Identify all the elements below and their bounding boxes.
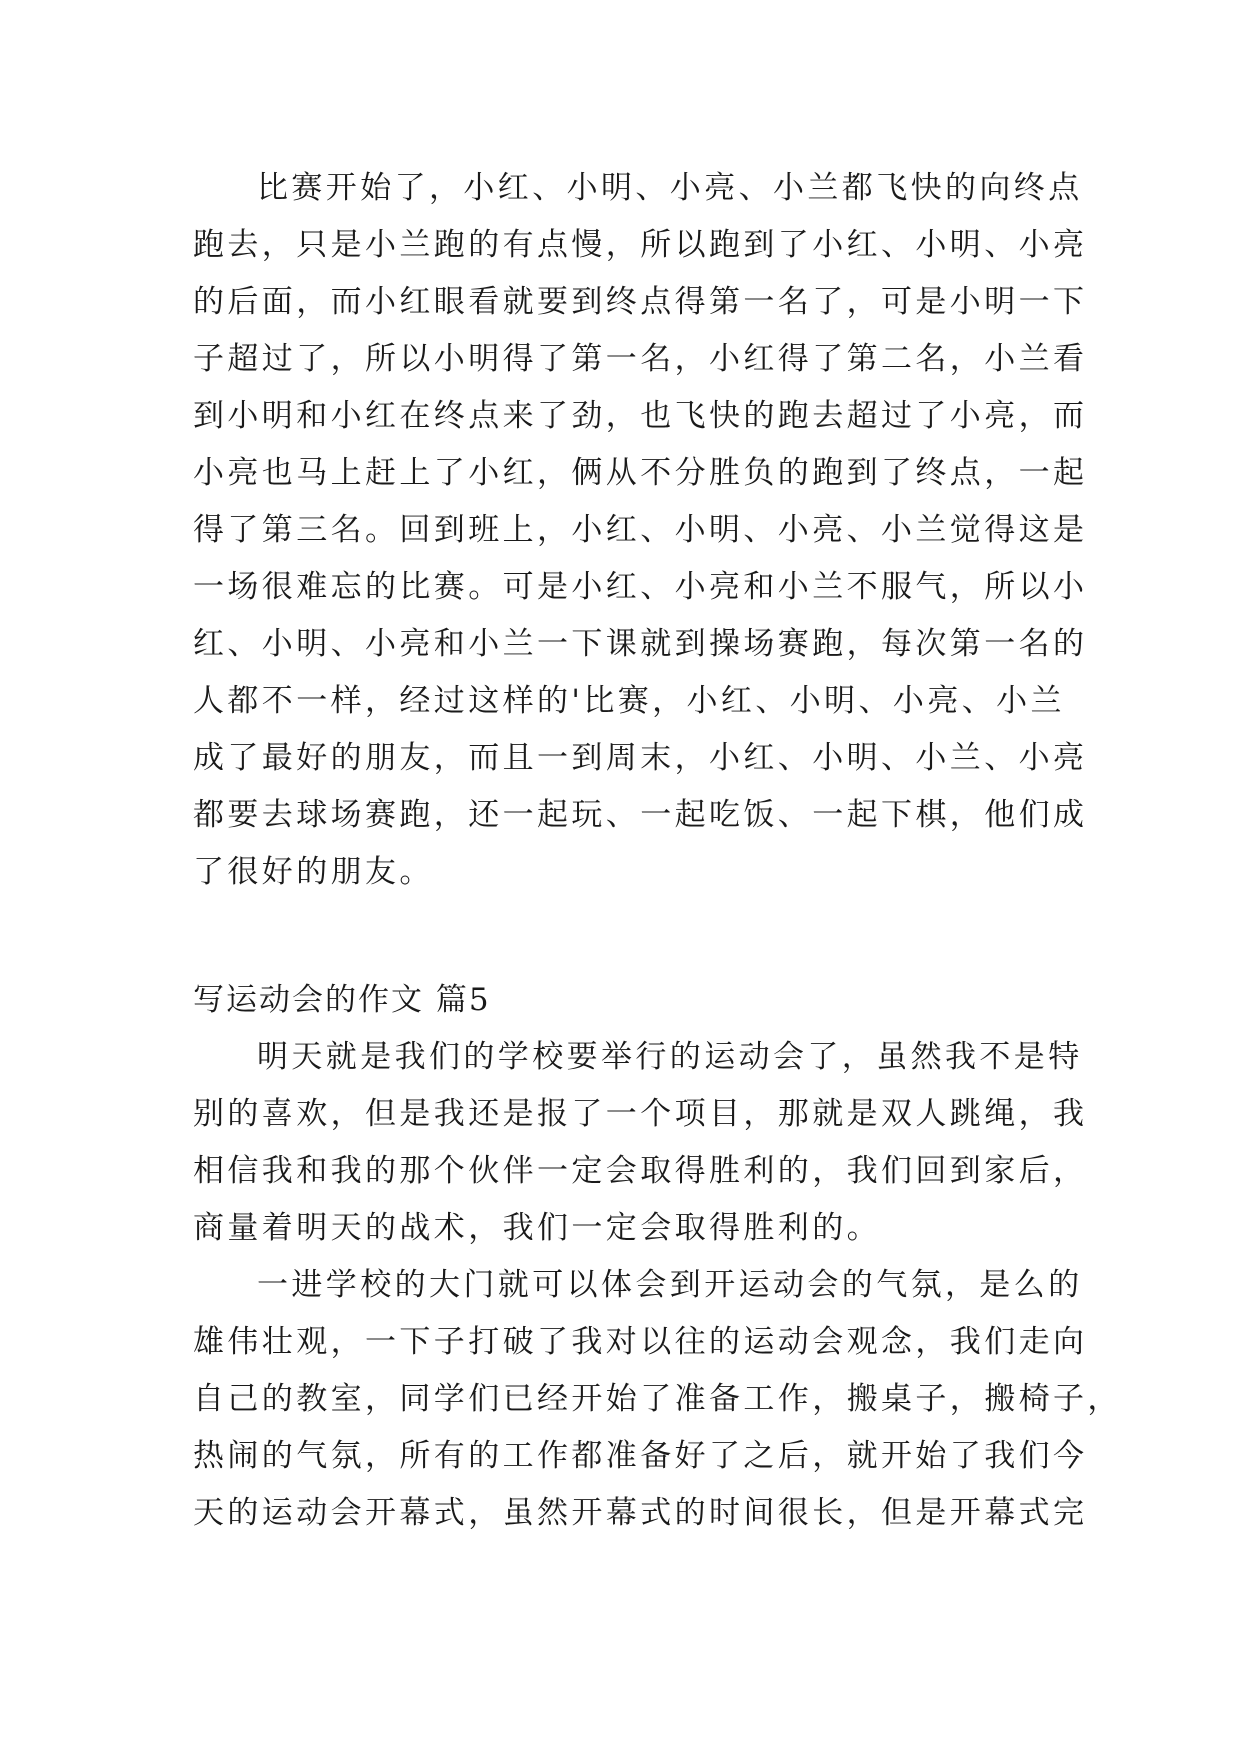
paragraph-line: 跑去，只是小兰跑的有点慢，所以跑到了小红、小明、小亮 — [193, 227, 1088, 263]
paragraph-line: 自己的教室，同学们已经开始了准备工作，搬桌子，搬椅子， — [193, 1381, 1122, 1417]
paragraph-line: 成了最好的朋友，而且一到周末，小红、小明、小兰、小亮 — [193, 740, 1088, 776]
paragraph-line: 人都不一样，经过这样的'比赛，小红、小明、小亮、小兰 — [193, 683, 1065, 719]
paragraph-line: 明天就是我们的学校要举行的运动会了，虽然我不是特 — [257, 1039, 1083, 1075]
paragraph-line: 比赛开始了，小红、小明、小亮、小兰都飞快的向终点 — [257, 170, 1083, 206]
paragraph-line: 了很好的朋友。 — [193, 854, 434, 890]
paragraph-line: 到小明和小红在终点来了劲，也飞快的跑去超过了小亮，而 — [193, 398, 1088, 434]
paragraph-line: 都要去球场赛跑，还一起玩、一起吃饭、一起下棋，他们成 — [193, 797, 1088, 833]
paragraph-line: 相信我和我的那个伙伴一定会取得胜利的，我们回到家后， — [193, 1153, 1088, 1189]
paragraph-line: 商量着明天的战术，我们一定会取得胜利的。 — [193, 1210, 881, 1246]
paragraph-line: 热闹的气氛，所有的工作都准备好了之后，就开始了我们今 — [193, 1438, 1088, 1474]
paragraph-line: 的后面，而小红眼看就要到终点得第一名了，可是小明一下 — [193, 284, 1088, 320]
paragraph-line: 一进学校的大门就可以体会到开运动会的气氛，是么的 — [257, 1267, 1083, 1303]
paragraph-line: 别的喜欢，但是我还是报了一个项目，那就是双人跳绳，我 — [193, 1096, 1088, 1132]
paragraph-line: 得了第三名。回到班上，小红、小明、小亮、小兰觉得这是 — [193, 512, 1088, 548]
paragraph-line: 雄伟壮观，一下子打破了我对以往的运动会观念，我们走向 — [193, 1324, 1088, 1360]
paragraph-line: 一场很难忘的比赛。可是小红、小亮和小兰不服气，所以小 — [193, 569, 1088, 605]
section-heading: 写运动会的作文 篇5 — [193, 982, 491, 1018]
paragraph-line: 天的运动会开幕式，虽然开幕式的时间很长，但是开幕式完 — [193, 1495, 1088, 1531]
paragraph-line: 小亮也马上赶上了小红，俩从不分胜负的跑到了终点，一起 — [193, 455, 1088, 491]
paragraph-line: 红、小明、小亮和小兰一下课就到操场赛跑，每次第一名的 — [193, 626, 1088, 662]
paragraph-line: 子超过了，所以小明得了第一名，小红得了第二名，小兰看 — [193, 341, 1088, 377]
